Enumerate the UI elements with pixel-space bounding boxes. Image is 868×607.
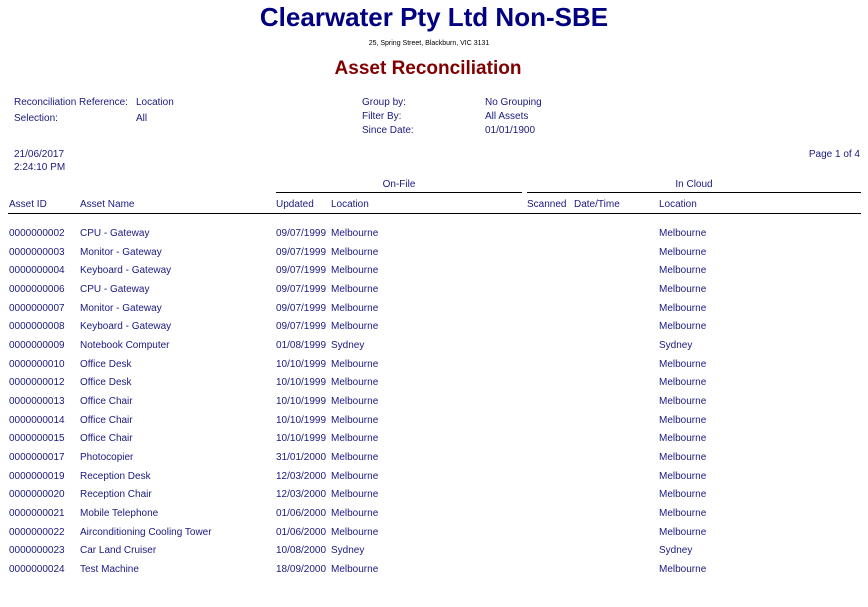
asset-id-cell: 0000000015 (9, 433, 65, 445)
cloud-location-cell: Melbourne (659, 489, 707, 501)
cloud-location-cell: Melbourne (659, 563, 707, 575)
asset-id-cell: 0000000008 (9, 321, 65, 333)
on-file-group-header: On-File (382, 179, 416, 190)
updated-date-cell: 09/07/1999 (276, 283, 327, 295)
cloud-location-cell: Melbourne (659, 507, 707, 519)
in-cloud-group-header: In Cloud (675, 179, 713, 190)
asset-name-cell: CPU - Gateway (80, 283, 150, 295)
reconciliation-reference-value: Location (136, 97, 174, 108)
report-date: 21/06/2017 (14, 149, 65, 160)
reconciliation-reference-label: Reconciliation Reference: (14, 97, 128, 108)
asset-id-cell: 0000000020 (9, 489, 65, 501)
cloud-location-cell: Melbourne (659, 451, 707, 463)
table-row (0, 541, 868, 560)
cloud-location-cell: Melbourne (659, 526, 707, 538)
asset-id-cell: 0000000006 (9, 283, 65, 295)
table-row (0, 280, 868, 299)
on-file-location-cell: Melbourne (331, 302, 379, 314)
asset-id-cell: 0000000002 (9, 228, 65, 239)
column-header-asset-id: Asset ID (9, 199, 47, 210)
asset-id-cell: 0000000022 (9, 526, 65, 538)
table-row (0, 355, 868, 374)
updated-date-cell: 10/10/1999 (276, 358, 327, 370)
asset-name-cell: Office Chair (80, 414, 133, 426)
selection-value: All (136, 113, 148, 124)
asset-name-cell: Monitor - Gateway (80, 246, 162, 258)
since-date-value: 01/01/1900 (485, 125, 536, 136)
updated-date-cell: 31/01/2000 (276, 451, 327, 463)
table-row (0, 504, 868, 523)
on-file-location-cell: Melbourne (331, 395, 379, 407)
updated-date-cell: 09/07/1999 (276, 228, 327, 239)
page-number: Page 1 of 4 (808, 149, 860, 160)
table-row (0, 560, 868, 579)
on-file-location-cell: Melbourne (331, 265, 379, 277)
column-header-updated: Updated (276, 199, 314, 210)
updated-date-cell: 10/10/1999 (276, 433, 327, 445)
table-row (0, 299, 868, 318)
filter-by-value: All Assets (485, 111, 529, 122)
updated-date-cell: 12/03/2000 (276, 489, 327, 501)
on-file-location-cell: Melbourne (331, 433, 379, 445)
asset-id-cell: 0000000009 (9, 339, 65, 351)
since-date-label: Since Date: (362, 125, 414, 136)
cloud-location-cell: Melbourne (659, 265, 707, 277)
on-file-group-rule (276, 192, 522, 193)
on-file-location-cell: Melbourne (331, 470, 379, 482)
asset-id-cell: 0000000003 (9, 246, 65, 258)
asset-id-cell: 0000000017 (9, 451, 65, 463)
on-file-location-cell: Melbourne (331, 414, 379, 426)
table-row (0, 448, 868, 467)
table-row (0, 243, 868, 262)
asset-name-cell: CPU - Gateway (80, 228, 150, 239)
table-row (0, 336, 868, 355)
report-time: 2:24:10 PM (14, 162, 66, 173)
on-file-location-cell: Melbourne (331, 563, 379, 575)
on-file-location-cell: Sydney (331, 545, 365, 557)
in-cloud-group-rule (527, 192, 861, 193)
updated-date-cell: 09/07/1999 (276, 265, 327, 277)
on-file-location-cell: Melbourne (331, 526, 379, 538)
on-file-location-cell: Melbourne (331, 489, 379, 501)
asset-id-cell: 0000000014 (9, 414, 65, 426)
asset-id-cell: 0000000024 (9, 563, 65, 575)
asset-id-cell: 0000000019 (9, 470, 65, 482)
group-by-value: No Grouping (485, 97, 542, 108)
asset-name-cell: Car Land Cruiser (80, 545, 157, 557)
on-file-location-cell: Melbourne (331, 377, 379, 389)
table-row (0, 467, 868, 486)
cloud-location-cell: Melbourne (659, 302, 707, 314)
company-name: Clearwater Pty Ltd Non-SBE (259, 2, 609, 32)
on-file-location-cell: Melbourne (331, 321, 379, 333)
updated-date-cell: 10/08/2000 (276, 545, 327, 557)
group-by-label: Group by: (362, 97, 406, 108)
cloud-location-cell: Melbourne (659, 246, 707, 258)
asset-name-cell: Notebook Computer (80, 339, 170, 351)
cloud-location-cell: Sydney (659, 339, 693, 351)
asset-name-cell: Test Machine (80, 563, 139, 575)
cloud-location-cell: Melbourne (659, 377, 707, 389)
table-row (0, 523, 868, 542)
asset-name-cell: Office Desk (80, 377, 132, 389)
asset-id-cell: 0000000010 (9, 358, 65, 370)
cloud-location-cell: Melbourne (659, 470, 707, 482)
company-address: 25, Spring Street, Blackburn, VIC 3131 (368, 40, 490, 47)
cloud-location-cell: Melbourne (659, 414, 707, 426)
asset-name-cell: Office Chair (80, 433, 133, 445)
asset-id-cell: 0000000007 (9, 302, 65, 314)
updated-date-cell: 09/07/1999 (276, 246, 327, 258)
updated-date-cell: 09/07/1999 (276, 302, 327, 314)
table-row (0, 373, 868, 392)
updated-date-cell: 10/10/1999 (276, 395, 327, 407)
asset-name-cell: Mobile Telephone (80, 507, 159, 519)
cloud-location-cell: Melbourne (659, 283, 707, 295)
asset-id-cell: 0000000023 (9, 545, 65, 557)
asset-name-cell: Airconditioning Cooling Tower (80, 526, 212, 538)
column-header-location: Location (331, 199, 369, 210)
report-title: Asset Reconciliation (334, 58, 522, 79)
asset-id-cell: 0000000013 (9, 395, 65, 407)
on-file-location-cell: Sydney (331, 339, 365, 351)
asset-name-cell: Reception Desk (80, 470, 151, 482)
updated-date-cell: 01/08/1999 (276, 339, 327, 351)
cloud-location-cell: Melbourne (659, 358, 707, 370)
updated-date-cell: 10/10/1999 (276, 414, 327, 426)
updated-date-cell: 09/07/1999 (276, 321, 327, 333)
on-file-location-cell: Melbourne (331, 507, 379, 519)
updated-date-cell: 01/06/2000 (276, 507, 327, 519)
cloud-location-cell: Melbourne (659, 395, 707, 407)
on-file-location-cell: Melbourne (331, 283, 379, 295)
table-row (0, 224, 868, 243)
column-header-date-time: Date/Time (574, 199, 620, 210)
on-file-location-cell: Melbourne (331, 228, 379, 239)
header-rule (8, 213, 861, 214)
updated-date-cell: 18/09/2000 (276, 563, 327, 575)
filter-by-label: Filter By: (362, 111, 402, 122)
cloud-location-cell: Melbourne (659, 433, 707, 445)
updated-date-cell: 12/03/2000 (276, 470, 327, 482)
asset-name-cell: Photocopier (80, 451, 134, 463)
asset-id-cell: 0000000012 (9, 377, 65, 389)
asset-name-cell: Keyboard - Gateway (80, 321, 172, 333)
asset-table-body (0, 224, 868, 578)
table-row (0, 485, 868, 504)
table-row (0, 411, 868, 430)
column-header-asset-name: Asset Name (80, 199, 135, 210)
updated-date-cell: 01/06/2000 (276, 526, 327, 538)
cloud-location-cell: Melbourne (659, 321, 707, 333)
selection-label: Selection: (14, 113, 58, 124)
on-file-location-cell: Melbourne (331, 451, 379, 463)
on-file-location-cell: Melbourne (331, 358, 379, 370)
table-row (0, 429, 868, 448)
table-row (0, 317, 868, 336)
updated-date-cell: 10/10/1999 (276, 377, 327, 389)
column-header-cloud-location: Location (659, 199, 697, 210)
asset-name-cell: Keyboard - Gateway (80, 265, 172, 277)
table-row (0, 392, 868, 411)
table-row (0, 261, 868, 280)
asset-name-cell: Office Chair (80, 395, 133, 407)
column-header-scanned: Scanned (527, 199, 567, 210)
on-file-location-cell: Melbourne (331, 246, 379, 258)
asset-name-cell: Monitor - Gateway (80, 302, 162, 314)
asset-name-cell: Office Desk (80, 358, 132, 370)
asset-name-cell: Reception Chair (80, 489, 152, 501)
asset-id-cell: 0000000021 (9, 507, 65, 519)
cloud-location-cell: Sydney (659, 545, 693, 557)
asset-id-cell: 0000000004 (9, 265, 65, 277)
cloud-location-cell: Melbourne (659, 228, 707, 239)
